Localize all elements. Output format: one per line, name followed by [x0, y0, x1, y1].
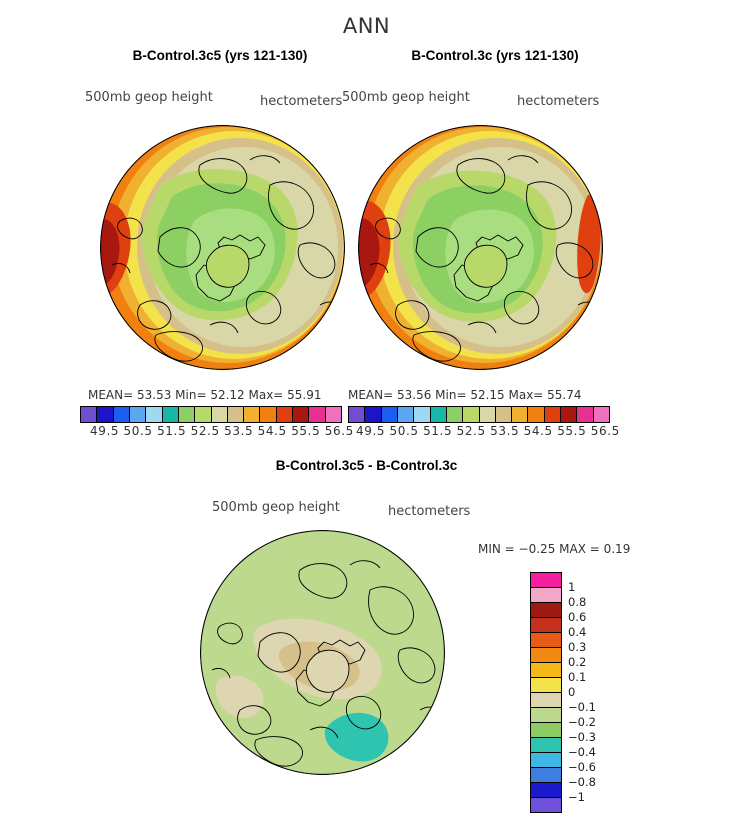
panel-1-title: B-Control.3c5 (yrs 121-130) — [132, 48, 308, 63]
legend-label: −0.8 — [568, 775, 596, 789]
panel-2-title: B-Control.3c (yrs 121-130) — [411, 48, 579, 63]
panel-2-colorbar — [348, 406, 610, 423]
panel-1-stats: MEAN= 53.53 Min= 52.12 Max= 55.91 — [88, 388, 322, 402]
legend-label: 0.2 — [568, 655, 587, 669]
diff-legend-colorbar — [530, 572, 562, 813]
panel-1-colorbar — [80, 406, 342, 423]
diff-legend-labels — [568, 580, 596, 813]
diff-field-label: 500mb geop height — [212, 500, 340, 515]
legend-label: −0.3 — [568, 730, 596, 744]
diff-legend — [530, 572, 596, 813]
panel-1-field-label: 500mb geop height — [85, 90, 213, 105]
legend-label: 0 — [568, 685, 576, 699]
legend-label: −0.2 — [568, 715, 596, 729]
legend-label: −0.4 — [568, 745, 596, 759]
polar-map-2-svg — [358, 125, 603, 370]
legend-label: 0.4 — [568, 625, 587, 639]
diff-units-label: hectometers — [388, 504, 471, 519]
panel-2-units-label: hectometers — [517, 94, 600, 109]
legend-label: −1 — [568, 790, 585, 804]
panel-2-field-label: 500mb geop height — [342, 90, 470, 105]
legend-label: 0.6 — [568, 610, 587, 624]
polar-map-panel-1 — [100, 125, 345, 370]
legend-label: −0.6 — [568, 760, 596, 774]
panel-2-stats: MEAN= 53.56 Min= 52.15 Max= 55.74 — [348, 388, 582, 402]
legend-label: 0.3 — [568, 640, 587, 654]
diff-panel-title: B-Control.3c5 - B-Control.3c — [275, 458, 458, 473]
polar-map-panel-2 — [358, 125, 603, 370]
diff-stats: MIN = −0.25 MAX = 0.19 — [478, 542, 631, 556]
legend-label: 1 — [568, 580, 576, 594]
panel-2-ticks: 49.5 50.5 51.5 52.5 53.5 54.5 55.5 56.5 — [356, 424, 620, 438]
polar-map-diff-svg — [200, 530, 445, 775]
polar-map-difference — [200, 530, 445, 775]
page-title: ANN — [342, 14, 391, 38]
panel-1-ticks: 49.5 50.5 51.5 52.5 53.5 54.5 55.5 56.5 — [90, 424, 354, 438]
panel-1-units-label: hectometers — [260, 94, 343, 109]
polar-map-1-svg — [100, 125, 345, 370]
legend-label: 0.1 — [568, 670, 587, 684]
legend-label: 0.8 — [568, 595, 587, 609]
legend-label: −0.1 — [568, 700, 596, 714]
